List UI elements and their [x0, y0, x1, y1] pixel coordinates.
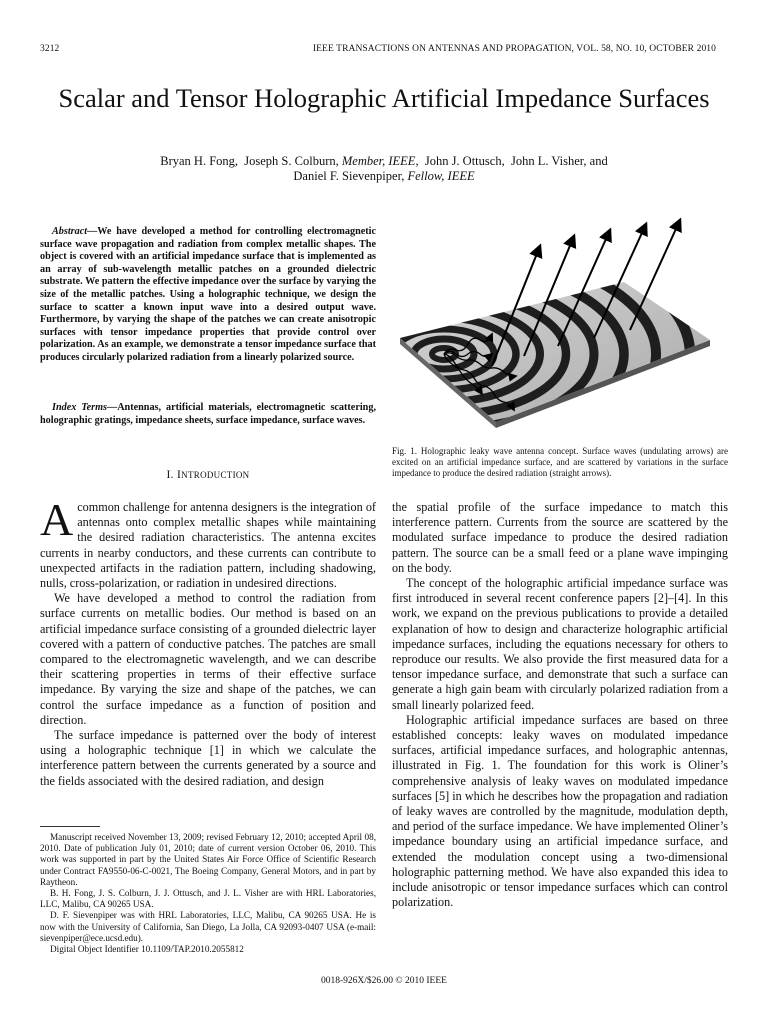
left-column-body: [40, 494, 376, 789]
author-sievenpiper: Daniel F. Sievenpiper,: [293, 169, 405, 183]
footnote-doi: Digital Object Identifier 10.1109/TAP.2010.2055812: [50, 944, 244, 955]
section-number: I.: [166, 469, 174, 481]
author-ottusch: John J. Ottusch,: [424, 154, 505, 168]
figure-1-caption: Fig. 1. Holographic leaky wave antenna concept. Surface waves (undulating arrows) are excited on an artificial impedance surface, and are scattered by variations in the surface impedance to produce the desired radiation (straight arrows).: [392, 446, 728, 479]
figure-1: [392, 216, 728, 440]
copyright-footer: 0018-926X/$26.00 © 2010 IEEE: [321, 976, 447, 986]
paper-title: Scalar and Tensor Holographic Artificial Impedance Surfaces: [58, 83, 710, 113]
journal-header: IEEE TRANSACTIONS ON ANTENNAS AND PROPAGATION, VOL. 58, NO. 10, OCTOBER 2010: [312, 44, 716, 54]
author-visher: John L. Visher, and: [510, 154, 608, 168]
author-colburn: Joseph S. Colburn,: [244, 154, 339, 168]
author-sievenpiper-membership: Fellow, IEEE: [407, 169, 475, 183]
footnote-affiliation-ucsd: D. F. Sievenpiper was with HRL Laboratories, LLC, Malibu, CA 90265 USA. He is now with the University of California, San Diego, La Jolla, CA 92093-0407 USA (e-mail: sievenpiper@ece.ucsd.edu).: [40, 910, 376, 943]
abstract-text: We have developed a method for controlling electromagnetic surface wave propagation and radiation from complex metallic shapes. The object is covered with an artificial impedance surface that is implemented as an array of sub-wavelength metallic patches on a grounded dielectric substrate. We pattern the effective impedance over the surface by varying the size of the metallic patches. Using a holographic technique, we design the surface to scatter a known input wave into a desired output wave. Furthermore, by varying the shape of the patches we can create anisotropic surfaces with tensor impedance properties that provide control over polarization. As an example, we demonstrate a tensor impedance surface that produces circularly polarized radiation from a linearly polarized source.: [40, 226, 376, 363]
index-terms-label: Index Terms—: [52, 402, 118, 413]
right-column-body: [392, 500, 728, 910]
abstract-label: Abstract—: [52, 226, 98, 237]
paragraph-2: We have developed a method to control the radiation from surface currents on metallic bodies. Our method is based on an artificial impedance surface consisting of a grounded dielectric layer covered with a pattern of conductive patches. The patches are small compared to the electromagnetic wavelength, and we can describe their scattering properties in terms of their effective surface impedance. By varying the size and shape of the patches, we can control the surface impedance as a function of position and direction.: [40, 591, 376, 727]
abstract: [40, 226, 376, 365]
section-heading: [40, 469, 376, 481]
paragraph-1: Acommon challenge for antenna designers is the integration of antennas onto complex metallic shapes while maintaining the desired radiation characteristics. The antenna excites currents in nearby conductors, and these currents can contribute to unexpected artifacts in the radiation pattern, including shadowing, nulls, cross-polarization, or radiation in undesired directions.: [40, 494, 376, 591]
section-title-rest: NTRODUCTION: [181, 470, 250, 480]
index-terms: [40, 402, 376, 427]
drop-cap: A: [40, 494, 74, 545]
holographic-surface-illustration: [392, 216, 728, 440]
footnote-manuscript: Manuscript received November 13, 2009; revised February 12, 2010; accepted April 08, 2010. Date of publication July 01, 2010; date of current version October 06, 2010. This work was supported in part by the United States Air Force Office of Scientific Research under Contract FA9550-06-C-0021, The Boeing Company, General Motors, and in part by Raytheon.: [40, 832, 376, 887]
page-number: 3212: [40, 44, 60, 54]
author-fong: Bryan H. Fong,: [160, 154, 239, 168]
footnotes: [40, 832, 376, 955]
paragraph-5: The concept of the holographic artificial impedance surface was first introduced in several recent conference papers [2]–[4]. In this work, we expand on the previous publications to provide a detailed explanation of how to design and characterize holographic artificial impedance surfaces, including the equations necessary for others to reproduce our results. We also provide the first measured data for a tensor impedance surface, and demonstrate that such a surface can generate a high gain beam with circularly polarized radiation from a small linearly polarized feed.: [392, 576, 728, 712]
author-colburn-membership: Member, IEEE,: [341, 154, 419, 168]
author-list: [40, 154, 728, 184]
footnote-affiliation-hrl: B. H. Fong, J. S. Colburn, J. J. Ottusch, and J. L. Visher are with HRL Laboratories, LLC, Malibu, CA 90265 USA.: [40, 888, 376, 910]
paragraph-4: the spatial profile of the surface impedance to match this interference pattern. Currents from the source are scattered by the modulated surface impedance to produce the desired radiation pattern. The source can be a small feed or a plane wave impinging on the body.: [392, 500, 728, 575]
index-terms-text: Antennas, artificial materials, electromagnetic scattering, holographic gratings, impedance sheets, surface impedance, surface waves.: [40, 402, 376, 426]
footnote-rule: [40, 826, 100, 827]
section-title-initial: I: [177, 469, 182, 481]
paragraph-6: Holographic artificial impedance surfaces are based on three established concepts: leaky waves on modulated impedance surfaces, artificial impedance surfaces, and holographic antennas, illustrated in Fig. 1. The foundation for this work is Oliner’s comprehensive analysis of leaky waves on modulated impedance surfaces [5] in which he describes how the propagation and radiation of leaky waves are controlled by the magnitude, modulation depth, and period of the surface impedance. We have implemented Oliner’s impedance boundary using an artificial impedance surface, and extended the modulation concept using a two-dimensional holographic patterning method. We have also expanded this idea to include anisotropic or tensor impedance surfaces which can control polarization.: [392, 712, 728, 910]
paragraph-3: The surface impedance is patterned over the body of interest using a holographic technique [1] in which we calculate the interference pattern between the currents generated by a source and the fields associated with the desired radiation, and design: [40, 728, 376, 788]
